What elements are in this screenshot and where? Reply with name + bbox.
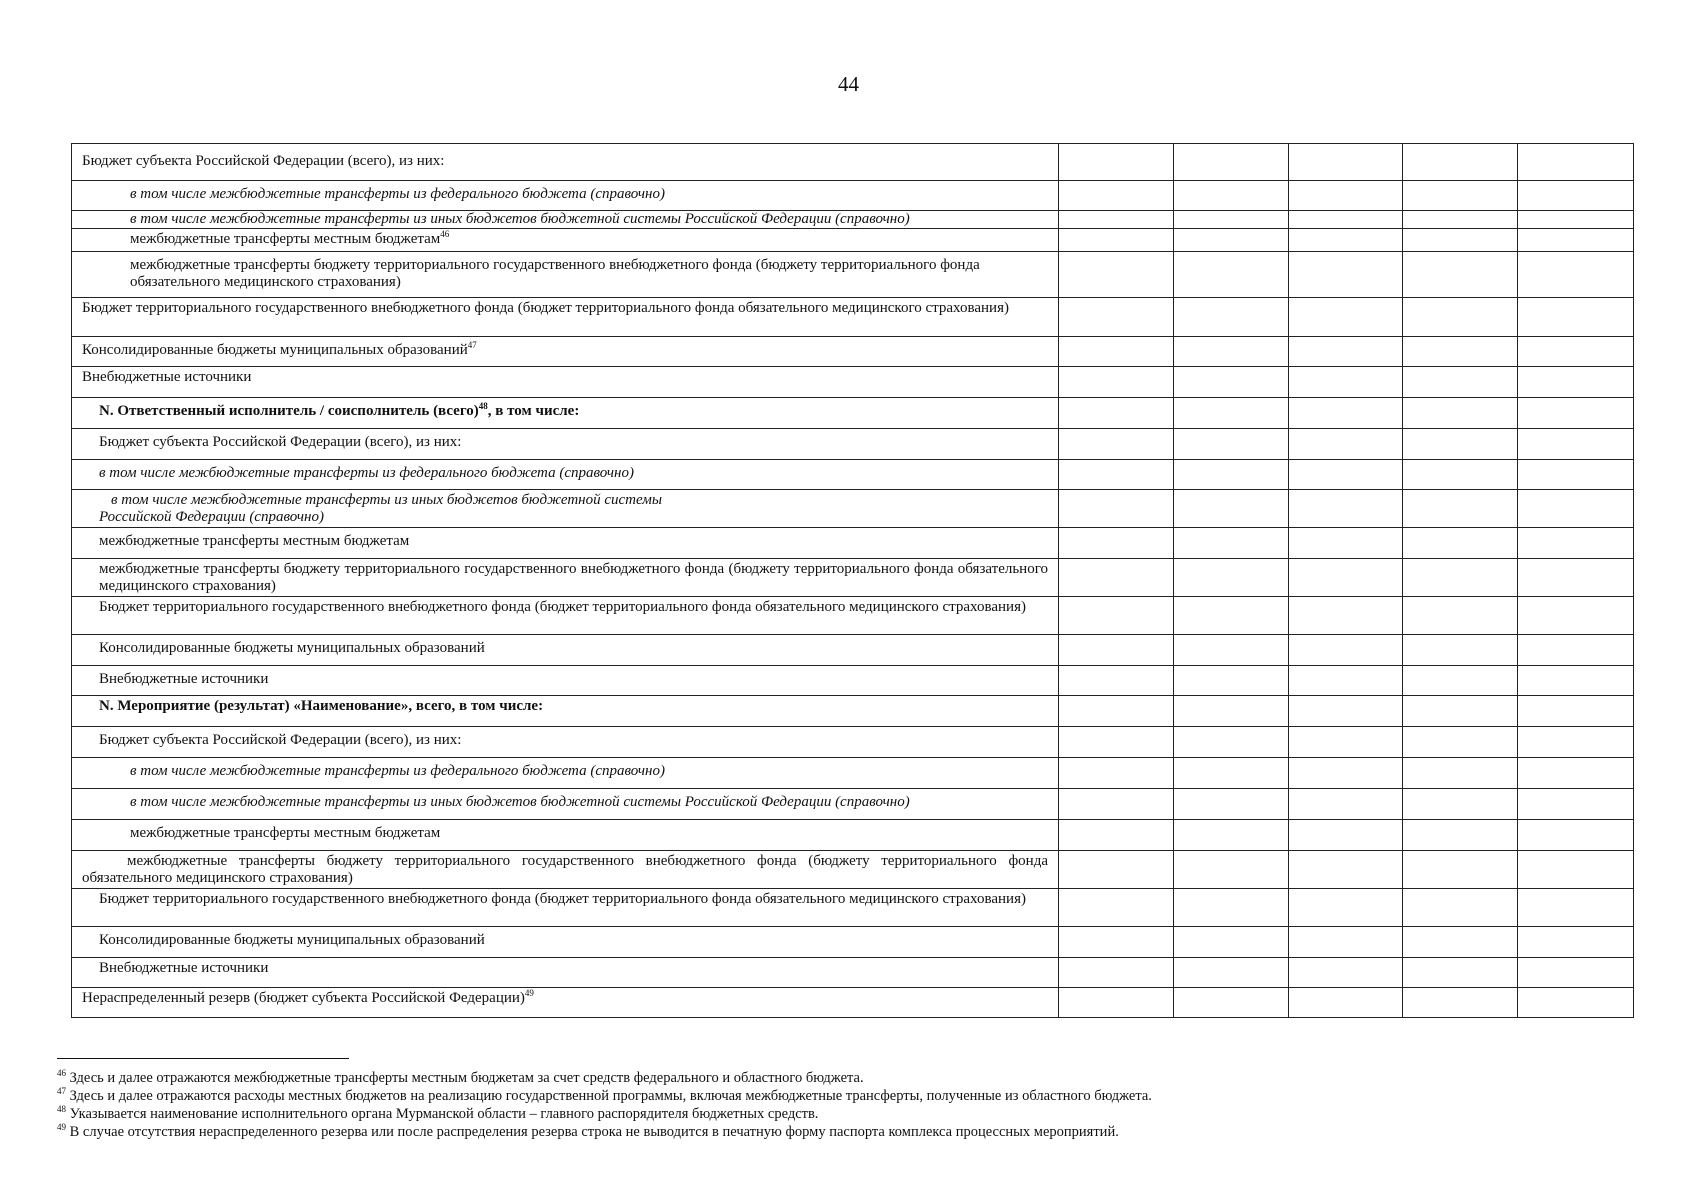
value-cell[interactable] [1403,851,1518,889]
value-cell[interactable] [1174,559,1289,597]
footnote: $^{47}$ Здесь и далее отражаются расходы местных бюджетов на реализацию государственной программы, включая межбюджетные трансферты, полученные из областного бюджета. [57,1086,1152,1104]
row-label: Консолидированные бюджеты муниципальных образований [72,927,1059,958]
table-row [72,337,1634,367]
value-cell[interactable] [1403,337,1518,367]
footnote-number: 48 [57,1104,66,1115]
value-cell[interactable] [1518,429,1634,460]
value-cell[interactable] [1059,820,1174,851]
row-label: Внебюджетные источники [72,367,1059,398]
value-cell[interactable] [1289,597,1403,635]
value-cell[interactable] [1403,229,1518,252]
table-row [72,988,1634,1018]
value-cell[interactable] [1403,490,1518,528]
value-cell[interactable] [1403,635,1518,666]
value-cell[interactable] [1403,889,1518,927]
table-row [72,927,1634,958]
value-cell[interactable] [1174,958,1289,988]
footnote-ref[interactable]: 48 [478,401,488,411]
table-row [72,181,1634,211]
value-cell[interactable] [1059,229,1174,252]
table-row [72,229,1634,252]
value-cell[interactable] [1518,820,1634,851]
value-cell[interactable] [1403,398,1518,429]
value-cell[interactable] [1174,181,1289,211]
footnote-ref[interactable]: 47 [467,340,477,350]
value-cell[interactable] [1518,337,1634,367]
value-cell[interactable] [1289,367,1403,398]
value-cell[interactable] [1518,398,1634,429]
value-cell[interactable] [1518,298,1634,337]
footnote-number: 47 [57,1086,66,1097]
row-label: Бюджет территориального государственного внебюджетного фонда (бюджет территориального фонда обязательного медицинского страхования) [72,298,1059,337]
value-cell[interactable] [1059,635,1174,666]
value-cell[interactable] [1059,758,1174,789]
row-label: межбюджетные трансферты бюджету территориального государственного внебюджетного фонда (бюджету территориального фонда обязательного медицинского страхования) [72,252,1059,298]
value-cell[interactable] [1289,789,1403,820]
value-cell[interactable] [1518,988,1634,1018]
row-label: в том числе межбюджетные трансферты из федерального бюджета (справочно) [72,758,1059,789]
value-cell[interactable] [1403,988,1518,1018]
value-cell[interactable] [1059,851,1174,889]
value-cell[interactable] [1518,789,1634,820]
value-cell[interactable] [1174,727,1289,758]
table-row [72,727,1634,758]
value-cell[interactable] [1174,635,1289,666]
value-cell[interactable] [1518,559,1634,597]
value-cell[interactable] [1174,528,1289,559]
value-cell[interactable] [1059,181,1174,211]
value-cell[interactable] [1059,528,1174,559]
value-cell[interactable] [1518,367,1634,398]
value-cell[interactable] [1174,758,1289,789]
table-row [72,758,1634,789]
value-cell[interactable] [1518,696,1634,727]
value-cell[interactable] [1518,211,1634,229]
value-cell[interactable] [1518,727,1634,758]
value-cell[interactable] [1289,758,1403,789]
value-cell[interactable] [1059,666,1174,696]
value-cell[interactable] [1174,144,1289,181]
value-cell[interactable] [1174,988,1289,1018]
value-cell[interactable] [1518,144,1634,181]
footnote: $^{48}$ Указывается наименование исполнительного органа Мурманской области – главного распорядителя бюджетных средств. [57,1104,819,1122]
value-cell[interactable] [1174,597,1289,635]
value-cell[interactable] [1174,460,1289,490]
value-cell[interactable] [1174,927,1289,958]
table-row [72,367,1634,398]
value-cell[interactable] [1059,597,1174,635]
value-cell[interactable] [1174,229,1289,252]
value-cell[interactable] [1518,958,1634,988]
value-cell[interactable] [1289,559,1403,597]
value-cell[interactable] [1403,597,1518,635]
value-cell[interactable] [1289,490,1403,528]
value-cell[interactable] [1403,252,1518,298]
value-cell[interactable] [1518,635,1634,666]
value-cell[interactable] [1403,211,1518,229]
table-row [72,211,1634,229]
table-row [72,635,1634,666]
value-cell[interactable] [1059,211,1174,229]
value-cell[interactable] [1518,851,1634,889]
budget-table [71,143,1634,1018]
table-row [72,398,1634,429]
value-cell[interactable] [1059,988,1174,1018]
footnote: $^{49}$ В случае отсутствия нераспределенного резерва или после распределения резерва строка не выводится в печатную форму паспорта комплекса процессных мероприятий. [57,1122,1119,1140]
value-cell[interactable] [1518,460,1634,490]
value-cell[interactable] [1059,559,1174,597]
table-row [72,252,1634,298]
row-label: Бюджет территориального государственного внебюджетного фонда (бюджет территориального фонда обязательного медицинского страхования) [72,889,1059,927]
table-row [72,490,1634,528]
row-label: в том числе межбюджетные трансферты из иных бюджетов бюджетной системы Российской Федерации (справочно) [72,490,1059,528]
row-label: Внебюджетные источники [72,666,1059,696]
value-cell[interactable] [1403,789,1518,820]
footnote-ref[interactable]: 46 [440,229,450,239]
footnote-separator [57,1058,349,1059]
value-cell[interactable] [1289,252,1403,298]
value-cell[interactable] [1059,889,1174,927]
table-row [72,789,1634,820]
value-cell[interactable] [1174,696,1289,727]
value-cell[interactable] [1174,820,1289,851]
value-cell[interactable] [1059,958,1174,988]
row-label: в том числе межбюджетные трансферты из федерального бюджета (справочно) [72,181,1059,211]
row-label: Бюджет территориального государственного внебюджетного фонда (бюджет территориального фонда обязательного медицинского страхования) [72,597,1059,635]
value-cell[interactable] [1289,398,1403,429]
table-row [72,666,1634,696]
value-cell[interactable] [1289,958,1403,988]
value-cell[interactable] [1403,429,1518,460]
value-cell[interactable] [1174,398,1289,429]
row-label: межбюджетные трансферты бюджету территориального государственного внебюджетного фонда (бюджету территориального фонда обязательного медицинского страхования) [72,559,1059,597]
value-cell[interactable] [1289,635,1403,666]
value-cell[interactable] [1403,666,1518,696]
value-cell[interactable] [1289,666,1403,696]
table-row [72,820,1634,851]
value-cell[interactable] [1059,490,1174,528]
value-cell[interactable] [1518,181,1634,211]
value-cell[interactable] [1518,528,1634,559]
value-cell[interactable] [1059,298,1174,337]
value-cell[interactable] [1403,367,1518,398]
value-cell[interactable] [1518,229,1634,252]
footnote-ref[interactable]: 49 [524,988,534,998]
value-cell[interactable] [1289,889,1403,927]
value-cell[interactable] [1289,181,1403,211]
value-cell[interactable] [1403,758,1518,789]
value-cell[interactable] [1174,490,1289,528]
value-cell[interactable] [1289,988,1403,1018]
value-cell[interactable] [1174,666,1289,696]
value-cell[interactable] [1289,851,1403,889]
value-cell[interactable] [1403,727,1518,758]
value-cell[interactable] [1059,460,1174,490]
value-cell[interactable] [1403,144,1518,181]
row-label: в том числе межбюджетные трансферты из иных бюджетов бюджетной системы Российской Федерации (справочно) [72,211,1059,229]
value-cell[interactable] [1174,429,1289,460]
table-row [72,429,1634,460]
footnote-number: 49 [57,1122,66,1133]
value-cell[interactable] [1174,252,1289,298]
table-row [72,597,1634,635]
value-cell[interactable] [1059,367,1174,398]
value-cell[interactable] [1059,789,1174,820]
footnotes [57,1069,1657,1141]
table-row [72,889,1634,927]
value-cell[interactable] [1289,727,1403,758]
table-row [72,851,1634,889]
value-cell[interactable] [1403,820,1518,851]
value-cell[interactable] [1174,789,1289,820]
value-cell[interactable] [1059,337,1174,367]
value-cell[interactable] [1174,851,1289,889]
value-cell[interactable] [1174,337,1289,367]
value-cell[interactable] [1174,211,1289,229]
row-label: межбюджетные трансферты местным бюджетам$^{46}$ [72,229,1059,252]
table-row [72,460,1634,490]
row-label: Нераспределенный резерв (бюджет субъекта Российской Федерации)$^{49}$ [72,988,1059,1018]
value-cell[interactable] [1289,144,1403,181]
value-cell[interactable] [1059,696,1174,727]
value-cell[interactable] [1289,429,1403,460]
value-cell[interactable] [1403,958,1518,988]
value-cell[interactable] [1289,298,1403,337]
row-label: межбюджетные трансферты местным бюджетам [72,528,1059,559]
value-cell[interactable] [1289,211,1403,229]
value-cell[interactable] [1059,927,1174,958]
value-cell[interactable] [1289,229,1403,252]
row-label: N. Мероприятие (результат) «Наименование», всего, в том числе: [72,696,1059,727]
row-label: Бюджет субъекта Российской Федерации (всего), из них: [72,727,1059,758]
value-cell[interactable] [1289,528,1403,559]
value-cell[interactable] [1174,367,1289,398]
value-cell[interactable] [1518,889,1634,927]
value-cell[interactable] [1403,298,1518,337]
value-cell[interactable] [1518,758,1634,789]
row-label: Бюджет субъекта Российской Федерации (всего), из них: [72,429,1059,460]
value-cell[interactable] [1403,181,1518,211]
footnote: $^{46}$ Здесь и далее отражаются межбюджетные трансферты местным бюджетам за счет средств федерального и областного бюджета. [57,1068,864,1086]
value-cell[interactable] [1403,927,1518,958]
value-cell[interactable] [1289,927,1403,958]
table-row [72,696,1634,727]
row-label: в том числе межбюджетные трансферты из федерального бюджета (справочно) [72,460,1059,490]
table-row [72,528,1634,559]
table-row [72,559,1634,597]
value-cell[interactable] [1059,429,1174,460]
footnote-number: 46 [57,1068,66,1079]
row-label: N. Ответственный исполнитель / соисполнитель (всего)$^{48}$, в том числе: [72,398,1059,429]
value-cell[interactable] [1174,889,1289,927]
value-cell[interactable] [1518,597,1634,635]
row-label: межбюджетные трансферты бюджету территориального государственного внебюджетного фонда (бюджету территориального фонда обязательного медицинского страхования) [72,851,1059,889]
row-label: Внебюджетные источники [72,958,1059,988]
value-cell[interactable] [1289,696,1403,727]
value-cell[interactable] [1289,820,1403,851]
value-cell[interactable] [1059,144,1174,181]
value-cell[interactable] [1518,252,1634,298]
value-cell[interactable] [1403,559,1518,597]
page-number: 44 [838,72,859,96]
value-cell[interactable] [1518,927,1634,958]
value-cell[interactable] [1289,460,1403,490]
value-cell[interactable] [1059,252,1174,298]
value-cell[interactable] [1059,398,1174,429]
value-cell[interactable] [1059,727,1174,758]
row-label: Консолидированные бюджеты муниципальных образований [72,635,1059,666]
table-row [72,958,1634,988]
row-label: в том числе межбюджетные трансферты из иных бюджетов бюджетной системы Российской Федерации (справочно) [72,789,1059,820]
row-label: межбюджетные трансферты местным бюджетам [72,820,1059,851]
value-cell[interactable] [1403,696,1518,727]
value-cell[interactable] [1403,528,1518,559]
value-cell[interactable] [1518,490,1634,528]
value-cell[interactable] [1403,460,1518,490]
value-cell[interactable] [1174,298,1289,337]
value-cell[interactable] [1289,337,1403,367]
row-label: Бюджет субъекта Российской Федерации (всего), из них: [72,144,1059,181]
table-row [72,144,1634,181]
value-cell[interactable] [1518,666,1634,696]
row-label: Консолидированные бюджеты муниципальных образований$^{47}$ [72,337,1059,367]
table-row [72,298,1634,337]
